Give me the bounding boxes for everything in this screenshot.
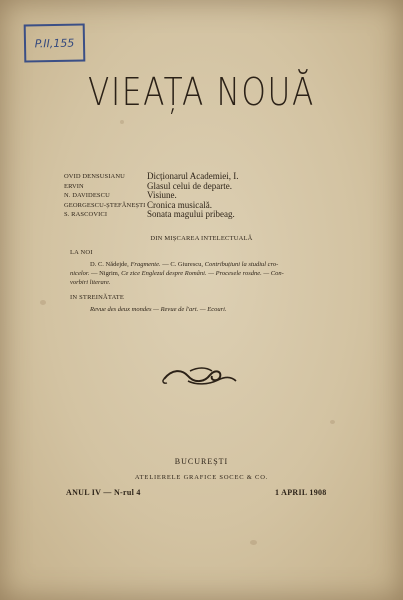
toc-row (64, 182, 364, 192)
para-text: D. C. Nădejde, (90, 261, 129, 268)
issue-date: 1 APRIL 1908 (275, 488, 327, 497)
subsection-la-noi-label: LA NOI (70, 249, 93, 256)
subsection-streinatate-label: IN STREINĂTATE (70, 294, 125, 301)
publication-city: BUCUREȘTI (174, 457, 229, 466)
journal-title: VIEAȚA NOUĂ (88, 70, 315, 114)
toc-row (64, 191, 364, 201)
foxing-spot (250, 540, 257, 545)
ornament-flourish-icon (160, 365, 240, 387)
toc-title: Cronica musicală. (147, 199, 212, 210)
printer-name: ATELIERELE GRAFICE SOCEC & CO. (134, 474, 269, 481)
para-text: — Revue de l'art. — Ecouri. (153, 306, 227, 313)
para-text: — Nigrim, (90, 270, 120, 277)
la-noi-paragraph (70, 270, 390, 279)
issue-number: ANUL IV — N-rul 4 (66, 488, 141, 497)
la-noi-paragraph (70, 279, 390, 288)
toc-author: S. RASCOVICI (64, 211, 108, 218)
foxing-spot (40, 300, 46, 305)
para-text: vorbiri literare. (70, 279, 111, 286)
para-text: Fragmente. (130, 261, 161, 268)
toc-title: Dicționarul Academiei, I. (147, 171, 239, 181)
la-noi-paragraph (90, 261, 390, 270)
toc-author: GEORGESCU-ȘTEFĂNEȘTI (64, 201, 146, 209)
para-text: nicelor. (70, 270, 90, 277)
foxing-spot (120, 120, 124, 124)
toc-author: N. DAVIDESCU (64, 192, 110, 199)
toc-author: ERVIN (64, 182, 84, 190)
para-text: Ce zice Englezul despre Români. (121, 270, 207, 277)
library-stamp (24, 23, 86, 62)
para-text: — C. Giurescu, (162, 261, 204, 268)
table-of-contents (64, 172, 364, 220)
toc-author: OVID DENSUSIANU (64, 173, 125, 180)
toc-title: Glasul celui de departe. (147, 180, 232, 191)
foxing-spot (330, 420, 335, 424)
toc-title: Sonata magului pribeag. (147, 209, 235, 219)
toc-row (64, 210, 364, 220)
para-text: Contribuțiuni la studiul cro- (204, 261, 279, 268)
library-stamp-text: P.II,155 (34, 36, 75, 50)
toc-title: Visiune. (147, 190, 177, 200)
section-heading: DIN MIȘCAREA INTELECTUALĂ (150, 235, 253, 242)
streinatate-paragraph (90, 306, 390, 315)
para-text: Revue des deux mondes (90, 306, 152, 313)
para-text: — Procesele rosdne. — Con- (208, 270, 284, 277)
